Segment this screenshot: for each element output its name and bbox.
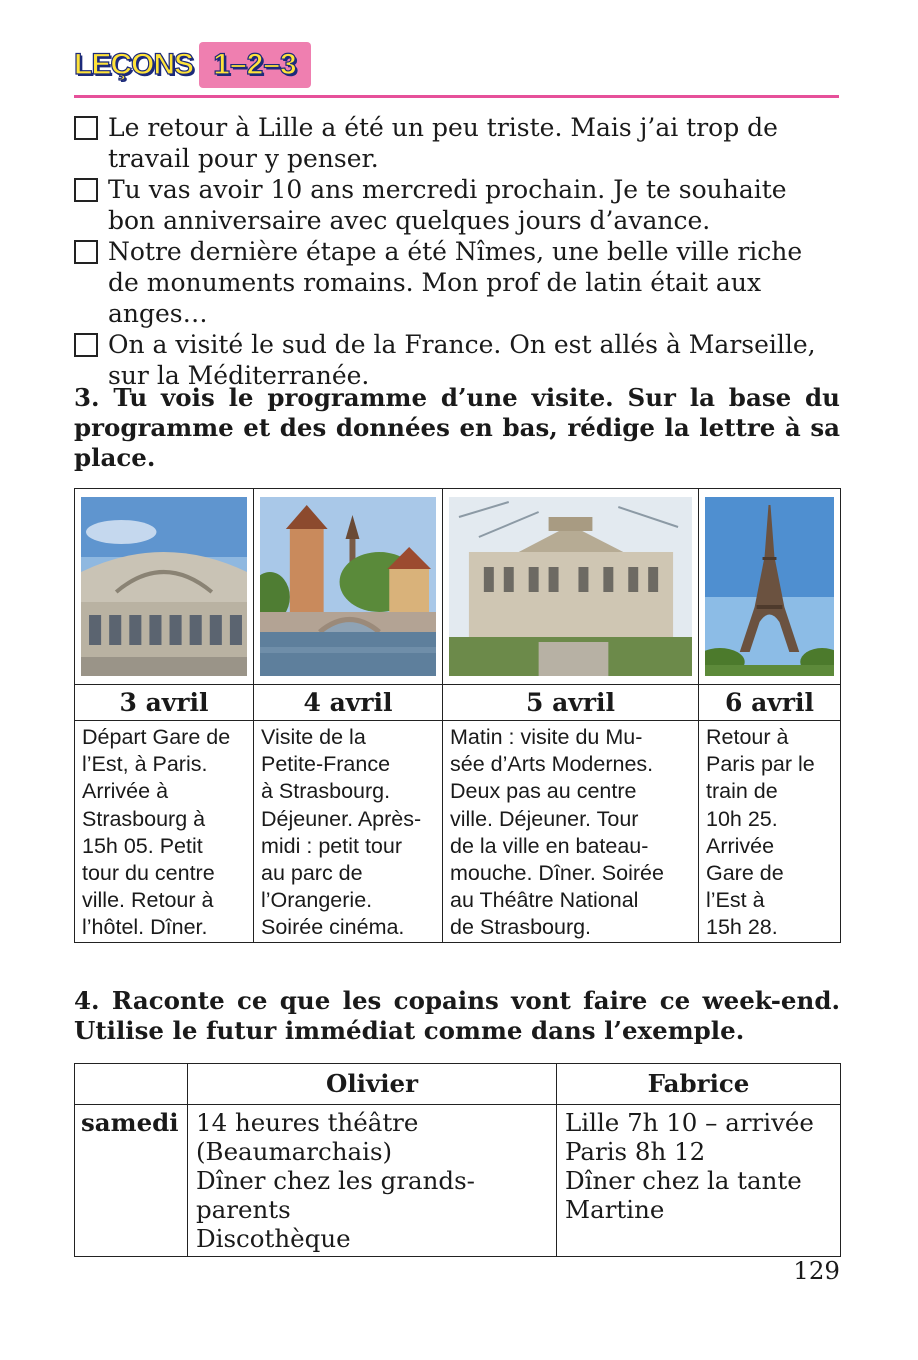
checkbox[interactable] (74, 333, 98, 357)
checkbox[interactable] (74, 116, 98, 140)
task-4-instruction: 4. Raconte ce que les copains vont faire ce week-end. Utilise le futur immédiat comme dans l’exemple. (74, 986, 840, 1045)
table-row (75, 1105, 841, 1257)
eiffel-tower-photo (705, 497, 834, 676)
task-3-instruction: 3. Tu vois le programme d’une visite. Sur la base du programme et des données en bas, rédige la lettre à sa place. (74, 383, 840, 472)
weekend-plans-table (74, 1063, 841, 1257)
fabrice-plans: Lille 7h 10 – arrivée Paris 8h 12 Dîner chez la tante Martine (557, 1105, 841, 1257)
activities-cell: Retour à Paris par le train de 10h 25. Arrivée Gare de l’Est à 15h 28. (699, 721, 841, 943)
table-header-row (75, 1064, 841, 1105)
checkbox[interactable] (74, 240, 98, 264)
page-number: 129 (793, 1256, 840, 1285)
petite-france-photo (260, 497, 436, 676)
activities-cell: Départ Gare de l’Est, à Paris. Arrivée à Strasbourg à 15h 05. Petit tour du centre ville. Retour à l’hôtel. Dîner. (75, 721, 254, 943)
date-cell: 3 avril (75, 685, 254, 721)
date-cell: 5 avril (443, 685, 699, 721)
check-item (74, 174, 840, 236)
theatre-national-photo (449, 497, 692, 676)
check-item (74, 329, 840, 391)
date-row (75, 685, 841, 721)
check-item (74, 112, 840, 174)
lessons-numbers-badge: 1–2–3 (199, 42, 311, 88)
date-cell: 4 avril (254, 685, 443, 721)
day-label: samedi (75, 1105, 188, 1257)
activities-cell: Visite de la Petite-France à Strasbourg. Déjeuner. Après- midi : petit tour au parc de l’Orangerie. Soirée cinéma. (254, 721, 443, 943)
header-empty-cell (75, 1064, 188, 1105)
header-fabrice: Fabrice (557, 1064, 841, 1105)
check-item (74, 236, 840, 329)
photo-row (75, 489, 841, 685)
olivier-plans: 14 heures théâtre (Beaumarchais) Dîner chez les grands-parents Discothèque (188, 1105, 557, 1257)
check-item-text: On a visité le sud de la France. On est allés à Marseille, sur la Méditerranée. (108, 330, 816, 390)
lessons-word: LEÇONS (74, 48, 194, 81)
check-item-text: Notre dernière étape a été Nîmes, une belle ville riche de monuments romains. Mon prof de latin était aux anges… (108, 237, 803, 328)
gare-de-l-est-photo (81, 497, 247, 676)
activities-row (75, 721, 841, 943)
date-cell: 6 avril (699, 685, 841, 721)
activities-cell: Matin : visite du Mu- sée d’Arts Modernes. Deux pas au centre ville. Déjeuner. Tour de la ville en bateau- mouche. Dîner. Soirée au Théâtre National de Strasbourg. (443, 721, 699, 943)
header-olivier: Olivier (188, 1064, 557, 1105)
check-item-text: Le retour à Lille a été un peu triste. Mais j’ai trop de travail pour y penser. (108, 113, 778, 173)
check-item-text: Tu vas avoir 10 ans mercredi prochain. Je te souhaite bon anniversaire avec quelques jours d’avance. (108, 175, 787, 235)
checkbox[interactable] (74, 178, 98, 202)
header-divider (74, 95, 839, 98)
checklist (74, 112, 840, 391)
visit-program-table (74, 488, 841, 943)
